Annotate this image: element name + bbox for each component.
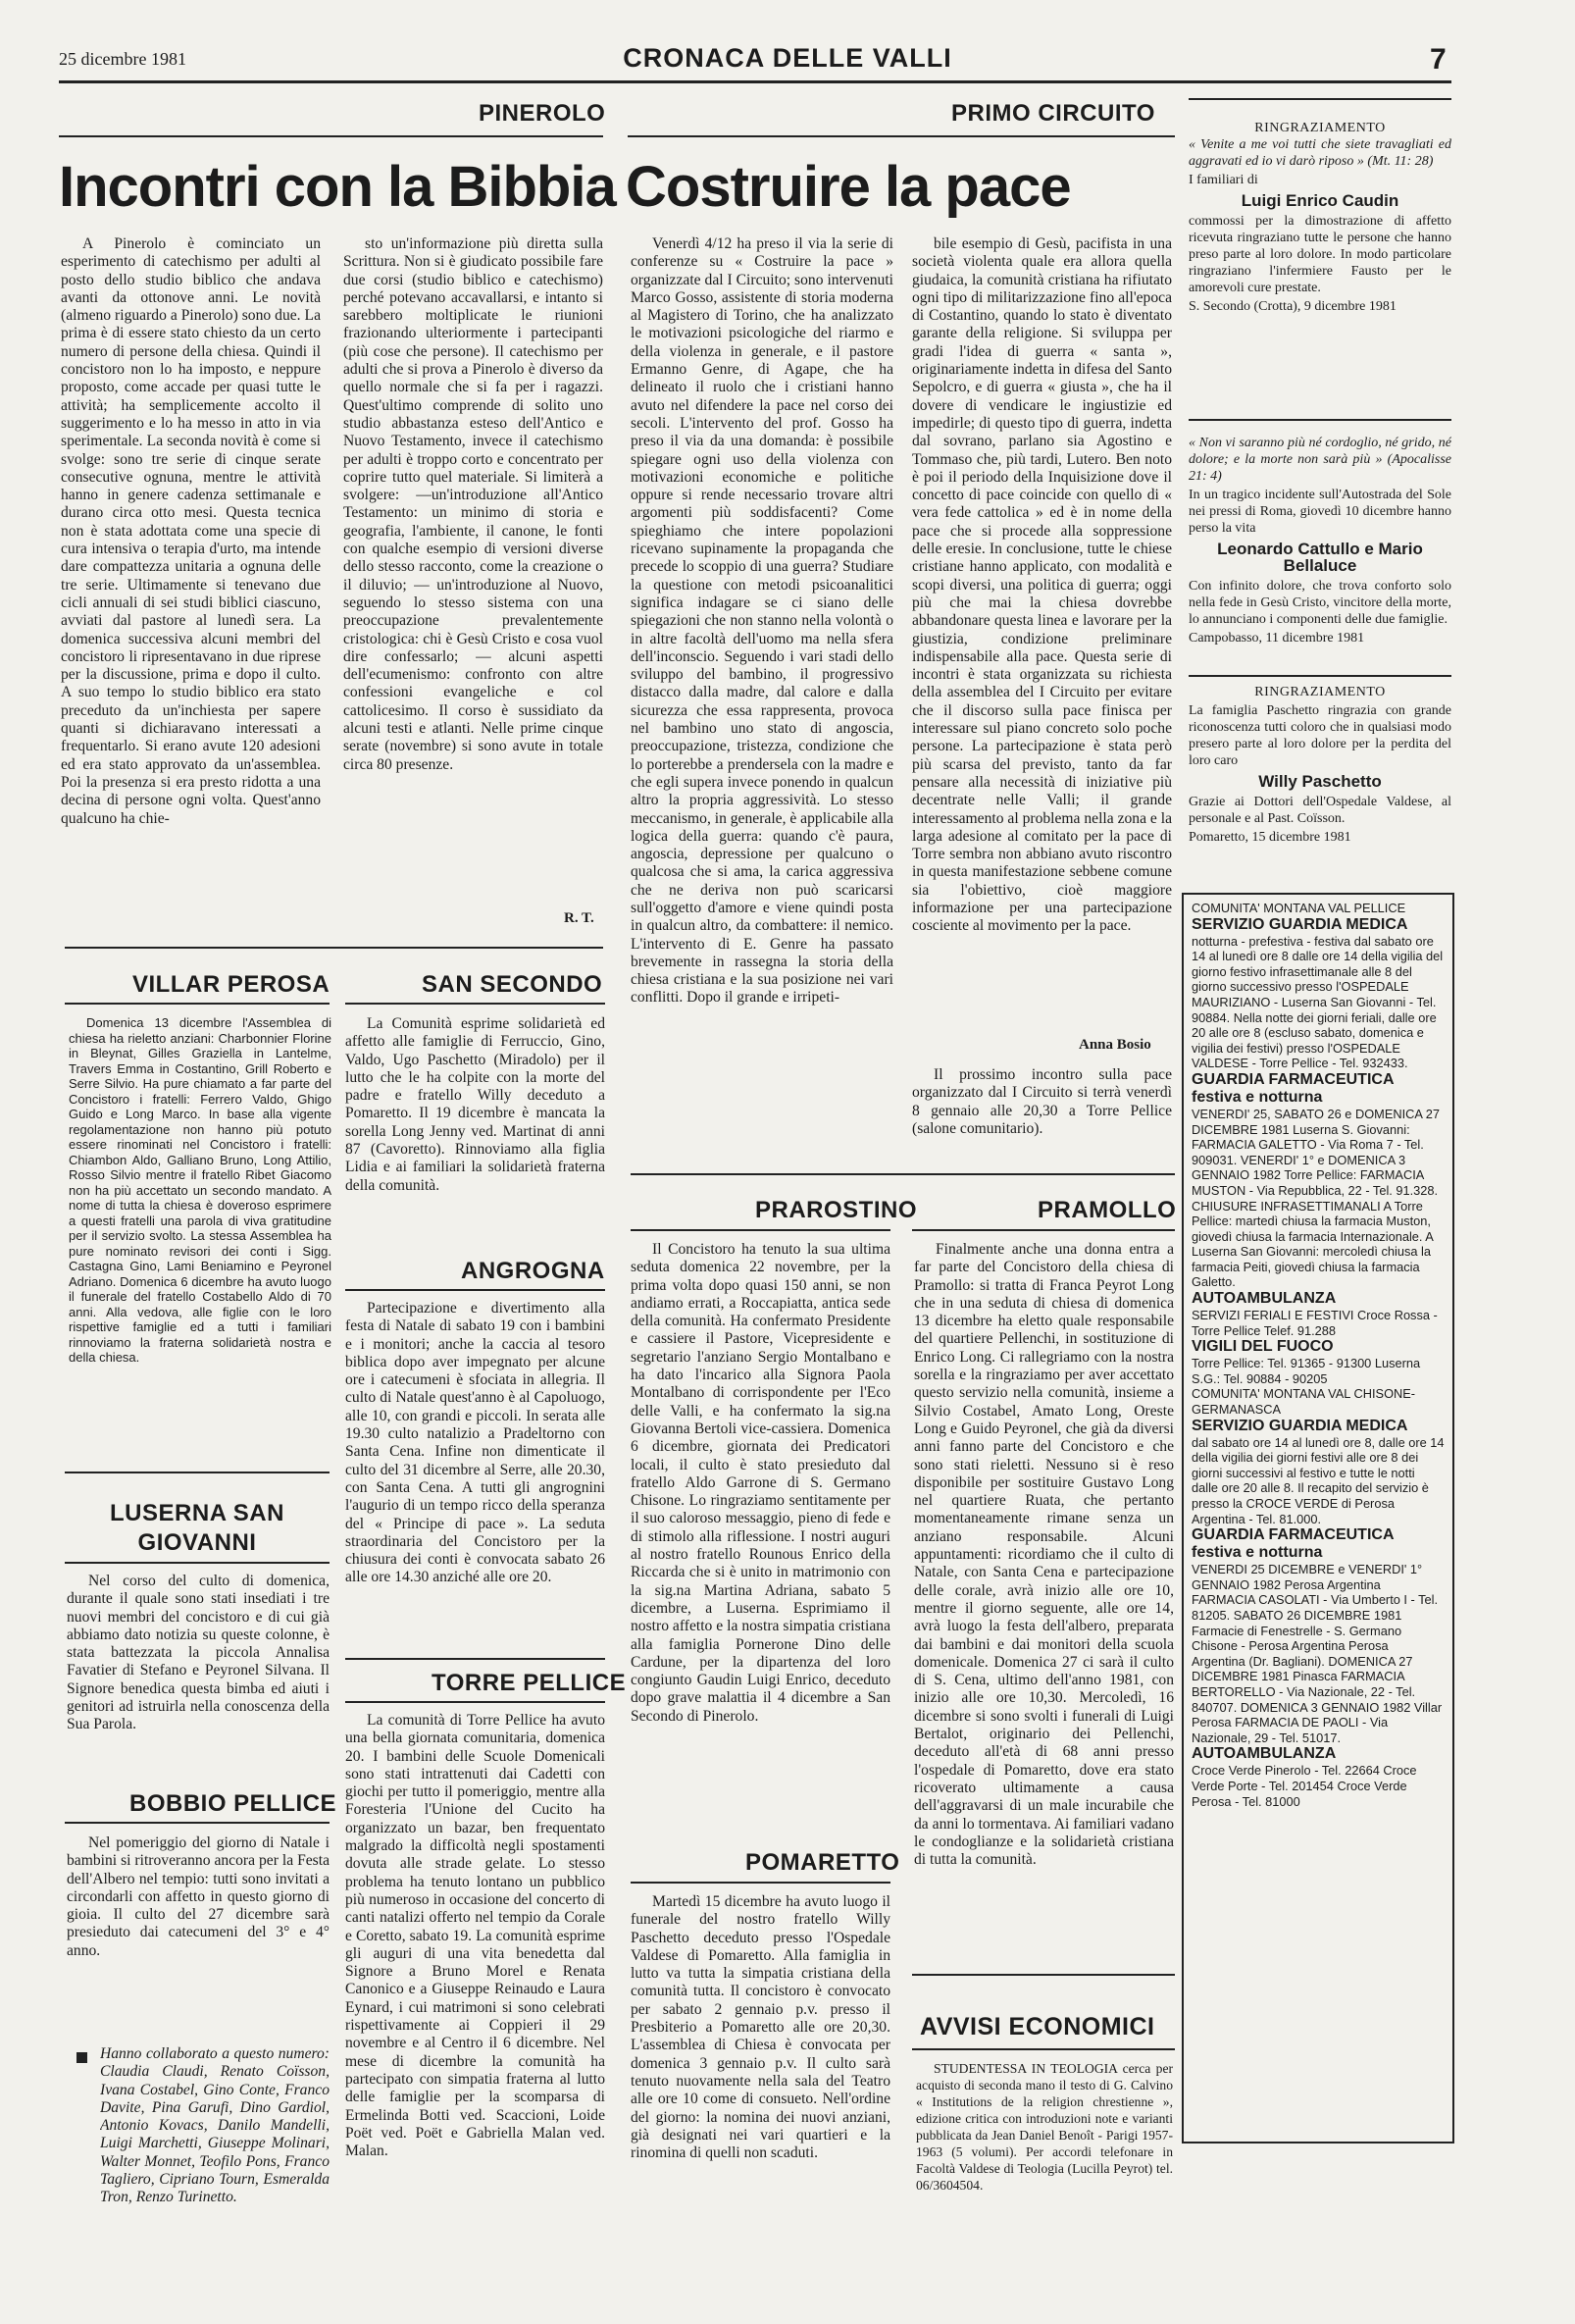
divider [345,1003,605,1005]
section-bobbio-pellice: BOBBIO PELLICE [129,1790,337,1817]
section-pinerolo: PINEROLO [479,100,606,127]
divider [345,1701,605,1703]
article-pace-col1: Venerdì 4/12 ha preso il via la serie di conferenze su « Costruire la pace » organizzate dal I Circuito; sono intervenuti Marco Gosso, assistente di storia moderna al Magistero di Torino, che ha analizzato le motivazioni psicologiche del riarmo e della violenza in generale, e il pastore Ermanno Genre, di Agape, che ha delineato il ruolo che i cristiani hanno avuto nel difendere la pace nel corso dei secoli. L'intervento del prof. Gosso ha preso il via da una domanda: è possibile spiegare ogni uso della violenza con motivazioni economiche e politiche oppure si rende necessario trovare altri argomenti più soddisfacenti? Come spieghiamo che intere popolazioni ricevano supinamente la propaganda che precede lo scoppio di una guerra? Studiare la questione con metodi psicoanalitici significa indagare se ci siano delle spiegazioni che non stanno nella volontà o in altre facoltà dell'uomo ma nella sfera dell'inconscio. Seguendo i vari stadi dello sviluppo del bambino, il progressivo distacco dalla madre, dal calore e dalla sicurezza che essa rappresenta, provoca nel bambino uno stato di angoscia, preoccupazione, tristezza, condizione che lo porterebbe a prendersela con la madre e che egli supera invece ponendo in qualcun altro la propria aggressività. Lo stesso meccanismo, in generale, è applicabile alla logica della guerra: quando c'è paura, angoscia, depressione per qualcuno o qualcosa che si ama, la carica aggressiva che ne deriva non può scaricarsi sull'oggetto d'amore e viene quindi posta in qualcun altro, da combattere: il nemico. L'intervento di E. Genre ha passato brevemente in rassegna la storia della chiesa cristiana e la sua posizione nei vari conflitti. Dopo il grande e irripeti- [631,235,893,1007]
headline-pace: Costruire la pace [626,155,1071,219]
article-villar-perosa: Domenica 13 dicembre l'Assemblea di chiesa ha rieletto anziani: Charbonnier Florine in Bleynat, Gilles Graziella in Lantelme, Travers Emma in Costantino, Grill Roberto e Serre Silvio. Ha pure chiamato a far parte del Concistoro i fratelli: Ferrero Valdo, Ghigo Guido e Long Marco. In base alla vigente regolamentazione non hanno più potuto essere rinominati nel Concistoro i fratelli: Chiambon Aldo, Galliano Bruno, Long Attilio, Rosso Silvio mentre il fratello Ribet Giacomo non ha più accettato un secondo mandato. A nome di tutta la chiesa è doveroso esprimere a questi fratelli una parola di viva gratitudine per il servizio svolto. La stessa Assemblea ha pure nominato revisori dei conti i Sigg. Castagna Gino, Lami Beniamino e Peyronel Adriano. Domenica 6 dicembre ha avuto luogo il funerale del fratello Costabello Aldo di 70 anni. Alla vedova, alle figlie con le loro rispettive famiglie ed a tutti i familiari rinnoviamo la fraterna solidarietà nostra e della chiesa. [69,1015,331,1365]
signature-rt: R. T. [564,910,594,926]
divider [1189,419,1451,421]
divider [65,1822,330,1824]
article-pinerolo-col1: A Pinerolo è cominciato un esperimento di catechismo per adulti al posto dello studio biblico che andava avanti da ottonove anni. Le novità (almeno riguardo a Pinerolo) sono due. La prima è di essere stato chiesto da un certo numero di persone della chiesa. Quindi il concistoro non lo ha imposto, e neppure proposto, come accade per quasi tutte le attività; ha semplicemente accolto il suggerimento e lo ha messo in atto in via sperimentale. La seconda novità è come si svolge: sono tre serie di cinque serate consecutive ognuna, mentre le attività hanno in genere cadenza settimanale e durano circa otto mesi. Questa tecnica non è stata adottata come una specie di cura intensiva o terapia d'urto, ma intende dare compattezza unitaria a ognuna delle tre serie. Ultimamente si tenevano due cicli annuali di sei studi biblici ciascuno, avviati dal pastore al lunedì sera. La domenica successiva alcuni membri del concistoro li ripresentavano in due riprese per la discussione, prima e dopo il culto. A suo tempo lo studio biblico era stato preceduto da un'inchiesta per sapere quanti si dichiaravano interessati a frequentarlo. Si erano avute 120 adesioni ed era stato approvato da un'assemblea. Poi la presenza si era presto ridotta a una decina di persone ogni volta. Quest'anno qualcuno ha chie- [61,235,321,827]
section-san-secondo: SAN SECONDO [422,971,603,998]
article-pramollo: Finalmente anche una donna entra a far parte del Concistoro della chiesa di Pramollo: si tratta di Franca Peyrot Long che in una seduta di chiesa di domenica 13 dicembre ha eletto quale responsabile del quartiere Pellenchi, in sostituzione di Enrico Long. Ci rallegriamo con la nostra sorella e la ringraziamo per aver accettato questo servizio nella comunità, insieme a Silvio Costabel, Amato Long, Oreste Long e Guido Peyronel, che già da diversi anni fanno parte del Concistoro e che sono stati rieletti. Nessuno si è reso disponibile per sostituire Gustavo Long nel quartiere Ruata, che pertanto momentaneamente rimane senza un anziano responsabile. Alcuni appuntamenti: ricordiamo che il culto di Natale, con Santa Cena e partecipazione delle corale, avrà inizio alle ore 10, mentre il giorno seguente, alle ore 14, avrà luogo la festa dell'albero, preparata dai bambini e dai monitori della scuola domenicale. Domenica 27 ci sarà il culto di S. Cena, ultimo dell'anno 1981, con inizio alle ore 10,30. Mercoledì, 16 dicembre si sono svolti i funerali di Luigi Bertalot, originario dei Pellenchi, deceduto all'età di 68 anni presso l'ospedale di Pomaretto, dove era stato ricoverato ultimamente a causa dell'aggravarsi di un male incurabile che da anni lo tormentava. Ai familiari vadano le condoglianze e la solidarietà cristiana di tutta la comunità. [914,1241,1174,1869]
collaborators-list: Hanno collaborato a questo numero: Claudia Claudi, Renato Coïsson, Ivana Costabel, Gino Conte, Franco Davite, Pina Garufi, Dino Gardiol, Antonio Kovacs, Danilo Mandelli, Luigi Marchetti, Giuseppe Molinari, Walter Monnet, Teofilo Pons, Franco Tagliero, Cipriano Tourn, Esmeralda Tron, Renzo Turinetto. [100,2045,330,2206]
headline-bibbia: Incontri con la Bibbia [59,155,616,219]
thanks-caudin: RINGRAZIAMENTO « Venite a me voi tutti che siete travagliati ed aggravati ed io vi darò riposo » (Mt. 11: 28) I familiari di Luigi Enrico Caudin commossi per la dimostrazione di affetto ricevuta ringraziano tutte le persone che hanno preso parte al loro dolore. In modo particolare ringraziano l'infermiere Fausto per le amorevoli cure prestate. S. Secondo (Crotta), 9 dicembre 1981 [1189,121,1451,314]
divider [59,135,603,137]
bullet-square [76,2052,87,2063]
divider [631,1173,1175,1175]
article-san-secondo: La Comunità esprime solidarietà ed affetto alle famiglie di Ferruccio, Gino, Valdo, Ugo Paschetto (Miradolo) per il lutto che le ha colpite con la morte del padre e fratello Willy deceduto a Pomaretto. Il 19 dicembre è mancata la sorella Long Jenny ved. Martinat di anni 87 (Cavoretto). Rinnoviamo alla figlia Lidia e ai familiari la solidarietà fraterna della comunità. [345,1015,605,1194]
header-rule [59,80,1451,83]
article-torre-pellice: La comunità di Torre Pellice ha avuto una bella giornata comunitaria, domenica 20. I bambini delle Scuole Domenicali sono stati intrattenuti dai Cadetti con giochi per tutto il pomeriggio, mentre alla Foresteria l'Unione del Cucito ha organizzato un bazar, ben frequentato malgrado la difficoltà negli spostamenti dovuta alle strade gelate. Lo stesso problema ha tenuto lontano un pubblico più numeroso in occasione del concerto di canti natalizi offerto nel tempio da Corale e Coretto, sabato 19. La comunità esprime gli auguri di una vita benedetta dal Signore a Bruno Morel e Renata Canonico e a Giuseppe Reinaudo e Laura Eynard, i cui matrimoni si sono celebrati rispettivamente ai Coppieri il 29 novembre e al Centro il 6 dicembre. Nel mese di dicembre la comunità ha partecipato con simpatia fraterna al lutto delle famiglie per la scomparsa di Ermelinda Botti ved. Scaccioni, Loide Poët ved. Poët e Gabriella Malan ved. Malan. [345,1712,605,2160]
section-prarostino: PRAROSTINO [755,1197,918,1223]
section-primo-circuito: PRIMO CIRCUITO [951,100,1155,127]
article-pinerolo-col2: sto un'informazione più diretta sulla Scrittura. Non si è giudicato possibile fare due corsi (studio biblico e catechismo) perché potevano accavallarsi, e intanto si sarebbero moltiplicate le riunioni frazionando ulteriormente i partecipanti (più cose che persone). Il catechismo per adulti che si prova a Pinerolo è diverso da quello normale che si fa per i ragazzi. Quest'ultimo comprende di solito uno studio abbastanza esteso dell'Antico e Nuovo Testamento, invece il catechismo per adulti è troppo corto e concentrato per coprire tutto quel materiale. Si limiterà a svolgere: —un'introduzione all'Antico Testamento: un minimo di storia e geografia, l'ambiente, il canone, le fonti con qualche esempio di versioni diverse dello stesso racconto, come la creazione o il diluvio; — un'introduzione al Nuovo, seguendo lo stesso sistema con una preoccupazione prevalentemente cristologica: chi è Gesù Cristo e cosa vuol dire confessarlo; — alcuni aspetti dell'ecumenismo: confronto con altre confessioni evangeliche e col cattolicesimo. Il corso è sussidiato da alcuni testi e atlanti. Nelle prime cinque serate (novembre) si sono avute in totale circa 80 presenze. [343,235,603,773]
section-angrogna: ANGROGNA [461,1258,605,1284]
divider [345,1658,605,1660]
article-pace-col2: bile esempio di Gesù, pacifista in una società violenta quale era allora quella giudaica, la comunità cristiana ha rifiutato ogni tipo di militarizzazione fino all'epoca di Costantino, quando lo stato è diventato garante della religione. Si sviluppa per gradi l'idea di guerra « santa », originariamente indetta in difesa del Santo Sepolcro, e di guerra « giusta », che ha il dovere di vendicare le ingiustizie ed impedirle; di questo tipo di guerra, indetta dal sovrano, parlano sia Agostino e Tommaso che, più tardi, Lutero. Ben noto è poi il periodo della Inquisizione dove il concetto di pace coincide con quello di « vera fede cattolica » ed è in nome della pace che si procede alla soppressione delle eresie. In conclusione, tutte le chiese cristiane hanno applicato, con modalità e scopi diversi, una politica di guerra; oggi più che mai la chiesa dovrebbe abbandonare questa linea e lavorare per la giustizia, condizione preliminare indispensabile alla pace. Questa serie di incontri è stata organizzata su richiesta della assemblea del I Circuito per evitare che il discorso sulla pace finisca per interessare sul piano concreto solo poche persone. La partecipazione è stata però più scarsa del previsto, tanto da far pensare alla necessità di iniziative più decentrate nelle Valli; il grande interessamento al problema nella zona e la larga adesione al comitato per la pace di Torre sembra non abbiano avuto riscontro in questa manifestazione sebbene comune sia l'obiettivo, cioè maggiore informazione per una partecipazione cosciente al movimento per la pace. [912,235,1172,935]
article-pomaretto: Martedì 15 dicembre ha avuto luogo il funerale del nostro fratello Willy Paschetto deceduto presso l'Ospedale Valdese di Pomaretto. Alla famiglia in lutto va tutta la simpatia cristiana della comunità tutta. Il concistoro è convocato per sabato 2 gennaio p.v. presso il Presbiterio a Pomaretto alle ore 20,30. L'assemblea di Chiesa è convocata per domenica 3 gennaio p.v. Il culto sarà tenuto nuovamente nella sala del Teatro alle ore 10 come di consueto. Nell'ordine del giorno: la nomina dei nuovi anziani, già designati nei vari quartieri e la rinomina di quelli non scaduti. [631,1893,890,2162]
medical-services-box: COMUNITA' MONTANA VAL PELLICE SERVIZIO GUARDIA MEDICA notturna - prefestiva - festiva dal sabato ore 14 al lunedì ore 8 dalle ore 14 della vigilia del giorno festivo infrasettimanale alle 8 del giorno successivo presso l'OSPEDALE MAURIZIANO - Luserna San Giovanni - Tel. 90884. Nella notte dei giorni feriali, dalle ore 20 alle ore 8 (escluso sabato, domenica e vigilia dei festivi) presso l'OSPEDALE VALDESE - Torre Pellice - Tel. 932433. GUARDIA FARMACEUTICA festiva e notturna VENERDI' 25, SABATO 26 e DOMENICA 27 DICEMBRE 1981 Luserna S. Giovanni: FARMACIA GALETTO - Via Roma 7 - Tel. 909031. VENERDI' 1° e DOMENICA 3 GENNAIO 1982 Torre Pellice: FARMACIA MUSTON - Via Repubblica, 22 - Tel. 91.328. CHIUSURE INFRASETTIMANALI A Torre Pellice: martedì chiusa la farmacia Muston, giovedì chiusa la farmacia Internazionale. A Luserna San Giovanni: mercoledì chiusa la farmacia Peiti, giovedì chiusa la farmacia Galetto. AUTOAMBULANZA SERVIZI FERIALI E FESTIVI Croce Rossa - Torre Pellice Telef. 91.288 VIGILI DEL FUOCO Torre Pellice: Tel. 91365 - 91300 Luserna S.G.: Tel. 90884 - 90205 COMUNITA' MONTANA VAL CHISONE-GERMANASCA SERVIZIO GUARDIA MEDICA dal sabato ore 14 al lunedì ore 8, dalle ore 14 della vigilia dei giorni festivi alle ore 8 dei giorni successivi al festivo e tutte le notti dalle ore 20 alle 8. Il recapito del servizio è presso la CROCE VERDE di Perosa Argentina - Tel. 81.000. GUARDIA FARMACEUTICA festiva e notturna VENERDI 25 DICEMBRE e VENERDI' 1° GENNAIO 1982 Perosa Argentina FARMACIA CASOLATI - Via Umberto I - Tel. 81205. SABATO 26 DICEMBRE 1981 Farmacie di Fenestrelle - S. Germano Chisone - Perosa Argentina Perosa Argentina (Dr. Bagliani). DOMENICA 27 DICEMBRE 1981 Pinasca FARMACIA BERTORELLO - Via Nazionale, 22 - Tel. 840707. DOMENICA 3 GENNAIO 1982 Villar Perosa FARMACIA DE PAOLI - Via Nazionale, 29 - Tel. 51017. AUTOAMBULANZA Croce Verde Pinerolo - Tel. 22664 Croce Verde Porte - Tel. 201454 Croce Verde Perosa - Tel. 81000 [1182,893,1454,2143]
divider [1189,98,1451,100]
section-luserna: LUSERNA SAN GIOVANNI [110,1500,284,1556]
divider [631,1229,890,1231]
divider [631,1882,890,1884]
divider [65,1472,330,1473]
article-bobbio: Nel pomeriggio del giorno di Natale i bambini si ritroveranno ancora per la Festa dell'Albero nel tempio: tutti sono invitati a circondarli con affetto in questo giorno di gioia. Il culto del 27 dicembre sarà presieduto dai catecumeni del 3° e 4° anno. [67,1834,330,1959]
issue-date: 25 dicembre 1981 [59,49,186,69]
section-pomaretto: POMARETTO [745,1849,900,1876]
divider [1189,675,1451,677]
divider [345,1289,605,1291]
divider [65,947,603,949]
signature-bosio: Anna Bosio [1079,1037,1151,1053]
ad-studentessa: STUDENTESSA IN TEOLOGIA cerca per acquisto di seconda mano il testo di G. Calvino « Institutions de la religion chrestienne », edizione critica con introduzioni note e varianti pubblicata da Jean Daniel Benoît - Parigi 1957-1963 (5 volumi). Per accordi telefonare in Facoltà Valdese di Teologia (Lucilla Peyrot) tel. 06/3604504. [916,2061,1173,2193]
article-angrogna: Partecipazione e divertimento alla festa di Natale di sabato 19 con i bambini e i monitori; anche la caccia al tesoro biblica dopo aver impegnato per alcune ore i catecumeni è sfociata in allegria. Il culto di Natale quest'anno è al Capoluogo, alle 10, con grandi e piccoli. In serata alle 19.30 culto natalizio a Pradeltorno con Santa Cena. Infine non dimenticate il culto del 31 dicembre al Serre, alle 20.30, con Santa Cena. A tutti gli angrognini l'augurio di un tempo ricco della speranza del « Principe di pace ». La seduta straordinaria del Concistoro per la chiusura dei conti è convocata sabato 26 alle ore 14.30 anziché alle ore 20. [345,1300,605,1586]
section-avvisi-economici: AVVISI ECONOMICI [920,2013,1155,2040]
divider [628,135,1175,137]
divider [65,1003,330,1005]
next-meeting-notice: Il prossimo incontro sulla pace organizzato dal I Circuito si terrà venerdì 8 gennaio alle 20,30 a Torre Pellice (salone comunitario). [912,1066,1172,1137]
divider [65,1562,330,1564]
divider [912,1974,1175,1976]
divider [912,2048,1175,2050]
section-villar-perosa: VILLAR PEROSA [132,971,330,998]
newspaper-section-title: CRONACA DELLE VALLI [623,43,952,73]
section-torre-pellice: TORRE PELLICE [432,1670,627,1696]
page-number: 7 [1430,43,1447,76]
article-luserna: Nel corso del culto di domenica, durante il quale sono stati insediati i tre nuovi membri del concistoro e di cui già abbiamo dato notizia su queste colonne, è stata battezzata la piccola Annalisa Favatier di Stefano e Peyronel Silvana. Il Signore benedica questa bimba ed aiuti i genitori ad istruirla nella conoscenza della Sua Parola. [67,1573,330,1733]
thanks-paschetto: RINGRAZIAMENTO La famiglia Paschetto ringrazia con grande riconoscenza tutti coloro che in qualsiasi modo presero parte al loro dolore per la perdita del loro caro Willy Paschetto Grazie ai Dottori dell'Ospedale Valdese, al personale e al Past. Coïsson. Pomaretto, 15 dicembre 1981 [1189,685,1451,845]
section-pramollo: PRAMOLLO [1038,1197,1177,1223]
article-prarostino: Il Concistoro ha tenuto la sua ultima seduta domenica 22 novembre, per la prima volta dopo quasi 150 anni, se non andiamo errati, a Roccapiatta, antica sede della comunità. Ha confermato Presidente e cassiere il Pastore, Vicepresidente e segretario l'anziano Sergio Montalbano e ha dato l'incarico alla Signora Paola Montalbano di corrispondente per l'Eco delle Valli, e ha confermato la sig.na Giovanna Bertoli vice-cassiera. Domenica 6 dicembre, giornata dei Predicatori locali, il culto è stato presieduto dal fratello Aldo Garrone di S. Germano Chisone. Lo ringraziamo sentitamente per il suo caloroso messaggio, pieno di fede e di stimolo alla riflessione. I nostri auguri al nostro fratello Rounous Enrico della Riccarda che si è unito in matrimonio con la sig.na Martina Adriana, sabato 5 dicembre, a Luserna. Esprimiamo il nostro affetto e la nostra simpatia cristiana alla famiglia Pornerone Dino delle Cardune, per la dipartenza del loro congiunto Gaudin Luigi Enrico, deceduto dopo grave malattia il 4 dicembre a San Secondo di Pinerolo. [631,1241,890,1725]
notice-cattullo-bellaluce: « Non vi saranno più né cordoglio, né grido, né dolore; e la morte non sarà più » (Apocalisse 21: 4) In un tragico incidente sull'Autostrada del Sole nei pressi di Roma, giovedì 10 dicembre hanno perso la vita Leonardo Cattullo e Mario Bellaluce Con infinito dolore, che trova conforto solo nella fede in Gesù Cristo, vincitore della morte, lo annunciano i componenti delle due famiglie. Campobasso, 11 dicembre 1981 [1189,436,1451,646]
divider [912,1229,1175,1231]
